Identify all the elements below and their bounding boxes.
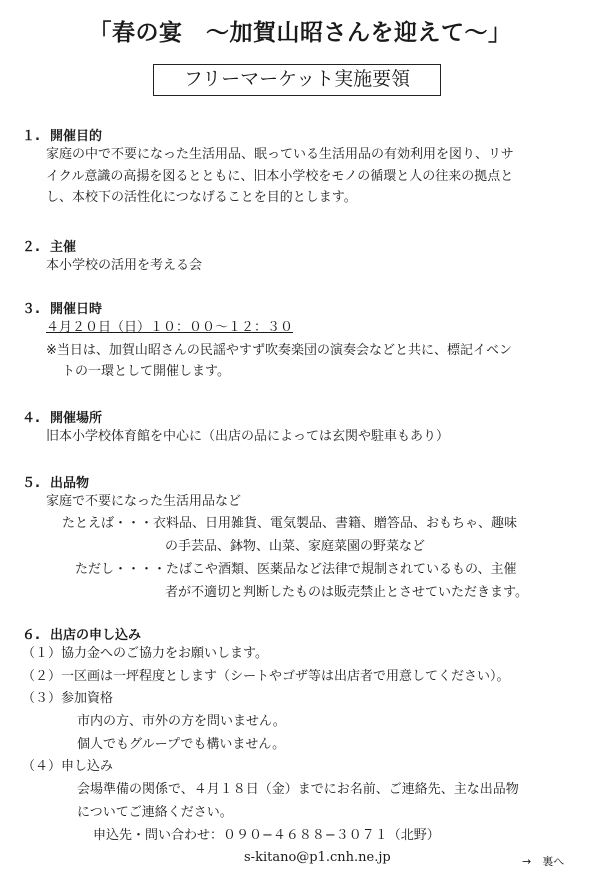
section-text-line: 本小学校の活用を考える会: [46, 258, 203, 273]
section-text-line: イクル意識の高揚を図るとともに、旧本小学校をモノの循環と人の往来の拠点と: [46, 169, 514, 184]
document-title: 「春の宴 〜加賀山昭さんを迎えて〜」: [88, 20, 512, 46]
document-subtitle-box: フリーマーケット実施要領: [153, 64, 441, 96]
section-text-line: 個人でもグループでも構いません。: [77, 737, 286, 752]
section-number: ３.: [22, 302, 40, 317]
section-number: ６.: [22, 628, 40, 643]
section-text-line: （４）申し込み: [22, 759, 114, 774]
section-text-line: 会場準備の関係で、４月１８日（金）までにお名前、ご連絡先、主な出品物: [77, 782, 519, 797]
event-date: ４月２０日（日）１０：００〜１２：３０: [46, 320, 294, 335]
section-title: 主催: [50, 240, 77, 255]
section-title: 開催目的: [50, 129, 103, 144]
section-text-line: 市内の方、市外の方を問いません。: [77, 714, 286, 729]
section-heading-organizer: [22, 236, 76, 255]
section-text-line: （１）協力金へのご協力をお願いします。: [22, 646, 268, 661]
section-text-line: ただし・・・・たばこや酒類、医薬品など法律で規制されているもの、主催: [75, 562, 517, 577]
section-heading-application: [22, 624, 141, 643]
section-text-line: （２）一区画は一坪程度とします（シートやゴザ等は出店者で用意してください）。: [22, 669, 510, 684]
section-text-line: トの一環として開催します。: [62, 364, 230, 379]
section-text-line: し、本校下の活性化につなげることを目的とします。: [46, 190, 357, 205]
next-page-indicator: → 裏へ: [522, 855, 565, 868]
contact-info: 申込先・問い合わせ：０９０−４６８８−３０７１（北野）: [93, 828, 440, 843]
section-text-line: たとえば・・・衣料品、日用雑貨、電気製品、書籍、贈答品、おもちゃ、趣味: [62, 516, 518, 531]
section-text-line: ※当日は、加賀山昭さんの民謡やすず吹奏楽団の演奏会などと共に、標記イベン: [46, 343, 513, 358]
section-text-line: 家庭の中で不要になった生活用品、眠っている生活用品の有効利用を図り、リサ: [46, 147, 514, 162]
section-title: 開催場所: [50, 411, 103, 426]
section-text-line: 者が不適切と判断したものは販売禁止とさせていただきます。: [165, 585, 528, 600]
section-heading-datetime: [22, 298, 102, 317]
section-heading-venue: [22, 407, 102, 426]
section-number: １.: [22, 129, 40, 144]
section-text-line: の手芸品、鉢物、山菜、家庭菜園の野菜など: [165, 539, 426, 554]
section-title: 出品物: [50, 476, 90, 491]
section-heading-items: [22, 472, 89, 491]
section-text-line: （３）参加資格: [22, 691, 114, 706]
section-number: ４.: [22, 411, 40, 426]
contact-email: s-kitano@p1.cnh.ne.jp: [244, 850, 391, 865]
section-text-line: 家庭で不要になった生活用品など: [46, 494, 242, 509]
section-title: 開催日時: [50, 302, 103, 317]
section-number: ２.: [22, 240, 40, 255]
section-text-line: 旧本小学校体育館を中心に（出店の品によっては玄関や駐車もあり）: [46, 429, 450, 444]
section-text-line: についてご連絡ください。: [77, 805, 233, 820]
section-heading-purpose: [22, 125, 102, 144]
section-number: ５.: [22, 476, 40, 491]
section-title: 出店の申し込み: [50, 628, 142, 643]
